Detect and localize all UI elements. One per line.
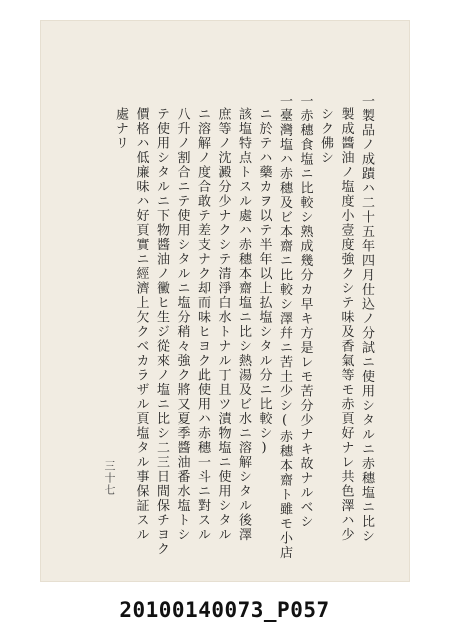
text-line: 處ナリ bbox=[113, 107, 128, 151]
text-line: 一赤穗食塩ニ比較シ熟成幾分カ早キ方是レモ苦分少ナキ故ナルベシ bbox=[297, 94, 313, 529]
text-line: 該塩特点トスル處ハ赤穗本齋塩ニ比シ熱湯及ビ水ニ溶解シタル後澤 bbox=[236, 107, 251, 542]
vertical-text-body bbox=[110, 94, 377, 560]
text-line: テ使用シタルニ下物醬油ノ黴ヒ生ジ從來ノ塩ニ比シ二三日間保チヨク bbox=[154, 107, 169, 557]
text-line: ニ溶解ノ度合敢テ差支ナク却而味ヒヨク此使用ハ赤穗一斗ニ對スル bbox=[195, 107, 210, 542]
image-caption: 20100140073_P057 bbox=[119, 598, 330, 622]
text-line: シク佛シ bbox=[318, 107, 333, 165]
text-line: 價格ハ低廉味ハ好頁實ニ經濟上欠クベカラザル頁塩タル事保証スル bbox=[133, 107, 149, 542]
page-number: 三十七 bbox=[103, 460, 116, 496]
text-line: ニ於テハ藥カヲ以テ半年以上払塩シタル分ニ比較シ) bbox=[256, 107, 272, 457]
text-line: 庶等ノ沈澱分少ナクシテ清淨白水トナル丁且ツ漬物塩ニ使用シタル bbox=[215, 107, 231, 542]
text-line: 製成醬油ノ塩度小壹度強クシテ味及香氣等モ赤頁好ナレ共色澤ハ少 bbox=[338, 107, 354, 542]
text-line: 一製品ノ成蹟ハ二十五年四月仕込ノ分試ニ使用シタルニ赤穗塩ニ比シ bbox=[359, 94, 374, 544]
text-line: 八升ノ割合ニテ使用シタルニ塩分稍々強ク將又夏季醬油番水塩トシ bbox=[174, 107, 190, 542]
text-line: 一臺灣塩ハ赤穗及ビ本齋ニ比較シ澤幷ニ苦土少シ(赤穗本齋ト雖モ小店 bbox=[277, 94, 292, 560]
document-page bbox=[40, 20, 410, 582]
